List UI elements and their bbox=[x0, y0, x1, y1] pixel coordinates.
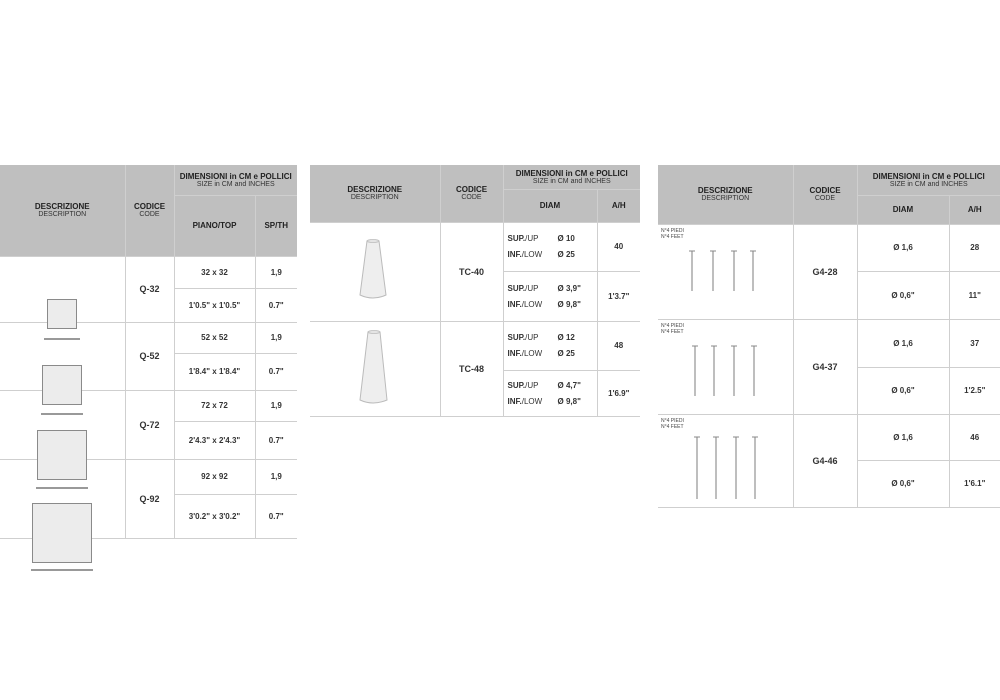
table-row bbox=[658, 224, 1000, 272]
header-code bbox=[125, 165, 174, 256]
header-piano-top: PIANO/TOP bbox=[174, 195, 255, 256]
up-label: /UP bbox=[525, 234, 539, 244]
diam-up-inches: Ø 4,7" bbox=[557, 380, 581, 390]
diam-inches: Ø 0,6" bbox=[857, 367, 949, 414]
thickness-inches: 0.7" bbox=[255, 494, 297, 538]
height-cm: 48 bbox=[597, 321, 640, 371]
header-description bbox=[310, 165, 440, 222]
diam-inches bbox=[503, 272, 597, 322]
sup-label: SUP. bbox=[507, 380, 526, 390]
size-cm: 92 x 92 bbox=[174, 459, 255, 494]
header-description-label: DESCRIPTION bbox=[350, 194, 399, 202]
product-code: G4-46 bbox=[793, 414, 857, 507]
header-codice-label: CODICE bbox=[133, 202, 166, 212]
thickness-inches: 0.7" bbox=[255, 421, 297, 459]
table-row bbox=[310, 321, 640, 371]
product-code: Q-52 bbox=[125, 322, 174, 390]
product-code: Q-72 bbox=[125, 390, 174, 459]
table-row bbox=[658, 414, 1000, 461]
low-label: /LOW bbox=[521, 396, 543, 406]
cone-base-icon bbox=[310, 223, 440, 319]
up-label: /UP bbox=[525, 380, 539, 390]
height-cm: 40 bbox=[597, 222, 640, 272]
diam-up-cm: Ø 12 bbox=[557, 333, 575, 343]
thickness-cm: 1,9 bbox=[255, 256, 297, 288]
header-diam: DIAM bbox=[503, 189, 597, 222]
diam-inches: Ø 0,6" bbox=[857, 461, 949, 508]
diam-cm: Ø 1,6 bbox=[857, 319, 949, 367]
up-label: /UP bbox=[525, 333, 539, 343]
header-size-label: SIZE in CM and INCHES bbox=[889, 180, 968, 188]
header-code bbox=[440, 165, 503, 222]
size-cm: 32 x 32 bbox=[174, 256, 255, 288]
size-inches: 1'8.4" x 1'8.4" bbox=[174, 353, 255, 390]
feet-table bbox=[658, 165, 1000, 508]
header-size-label: SIZE in CM and INCHES bbox=[196, 180, 275, 188]
height-cm: 46 bbox=[949, 414, 1000, 461]
top-image-q52 bbox=[0, 322, 125, 390]
low-label: /LOW bbox=[521, 299, 543, 309]
header-dimensioni-label: DIMENSIONI in CM e POLLICI bbox=[515, 168, 628, 178]
product-code: TC-48 bbox=[440, 321, 503, 416]
low-label: /LOW bbox=[521, 250, 543, 260]
height-inches: 1'2.5" bbox=[949, 367, 1000, 414]
header-dimensions bbox=[503, 165, 640, 189]
header-code-label: CODE bbox=[461, 194, 482, 202]
header-codice-label: CODICE bbox=[455, 185, 488, 195]
diam-cm: Ø 1,6 bbox=[857, 414, 949, 461]
up-label: /UP bbox=[525, 283, 539, 293]
diam-up-cm: Ø 10 bbox=[557, 234, 575, 244]
diam-up-inches: Ø 3,9" bbox=[557, 283, 581, 293]
product-code: G4-28 bbox=[793, 224, 857, 319]
table-row bbox=[0, 256, 297, 288]
header-codice-label: CODICE bbox=[809, 186, 841, 196]
cone-image-tc40 bbox=[310, 222, 440, 321]
thickness-inches: 0.7" bbox=[255, 288, 297, 322]
tops-table bbox=[0, 165, 297, 539]
sup-label: SUP. bbox=[507, 234, 526, 244]
product-code: Q-32 bbox=[125, 256, 174, 322]
height-inches: 1'6.1" bbox=[949, 461, 1000, 508]
inf-label: INF. bbox=[507, 299, 522, 309]
size-inches: 3'0.2" x 3'0.2" bbox=[174, 494, 255, 538]
thickness-cm: 1,9 bbox=[255, 459, 297, 494]
diam-inches bbox=[503, 371, 597, 416]
diam-low-cm: Ø 25 bbox=[557, 349, 575, 359]
header-ah: A/H bbox=[949, 195, 1000, 224]
size-inches: 1'0.5" x 1'0.5" bbox=[174, 288, 255, 322]
table-row bbox=[658, 319, 1000, 367]
top-image-q32 bbox=[0, 256, 125, 322]
diam-cm: Ø 1,6 bbox=[857, 224, 949, 272]
header-description-label: DESCRIPTION bbox=[701, 195, 750, 203]
size-cm: 72 x 72 bbox=[174, 390, 255, 421]
diam-cm bbox=[503, 321, 597, 371]
diam-low-cm: Ø 25 bbox=[557, 250, 575, 260]
height-inches: 11" bbox=[949, 272, 1000, 320]
feet-label-it: N°4 PIEDI bbox=[661, 322, 684, 329]
table-row bbox=[310, 222, 640, 272]
feet-label-it: N°4 PIEDI bbox=[661, 227, 684, 234]
inf-label: INF. bbox=[507, 250, 522, 260]
header-descrizione-label: DESCRIZIONE bbox=[347, 185, 403, 195]
height-cm: 37 bbox=[949, 319, 1000, 367]
size-inches: 2'4.3" x 2'4.3" bbox=[174, 421, 255, 459]
diam-low-inches: Ø 9,8" bbox=[557, 396, 581, 406]
header-size-label: SIZE in CM and INCHES bbox=[532, 177, 611, 185]
header-diam: DIAM bbox=[857, 195, 949, 224]
feet-label-en: N°4 FEET bbox=[661, 233, 684, 240]
product-code: TC-40 bbox=[440, 222, 503, 321]
header-ah: A/H bbox=[597, 189, 640, 222]
height-cm: 28 bbox=[949, 224, 1000, 272]
product-code: G4-37 bbox=[793, 319, 857, 414]
size-cm: 52 x 52 bbox=[174, 322, 255, 353]
inf-label: INF. bbox=[507, 396, 522, 406]
inf-label: INF. bbox=[507, 349, 522, 359]
header-dimensioni-label: DIMENSIONI in CM e POLLICI bbox=[179, 171, 292, 181]
header-code-label: CODE bbox=[814, 195, 836, 203]
header-dimensions bbox=[857, 165, 1000, 195]
header-descrizione-label: DESCRIZIONE bbox=[697, 186, 753, 196]
thickness-cm: 1,9 bbox=[255, 322, 297, 353]
low-label: /LOW bbox=[521, 349, 543, 359]
feet-image-g446 bbox=[658, 414, 793, 507]
cone-table bbox=[310, 165, 640, 417]
header-sp-th: SP/TH bbox=[255, 195, 297, 256]
thickness-inches: 0.7" bbox=[255, 353, 297, 390]
feet-label-it: N°4 PIEDI bbox=[661, 417, 684, 424]
header-dimensioni-label: DIMENSIONI in CM e POLLICI bbox=[872, 171, 985, 181]
feet-label-en: N°4 FEET bbox=[661, 423, 684, 430]
height-inches: 1'3.7" bbox=[597, 272, 640, 322]
diam-inches: Ø 0,6" bbox=[857, 272, 949, 320]
height-inches: 1'6.9" bbox=[597, 371, 640, 416]
sup-label: SUP. bbox=[507, 333, 526, 343]
thickness-cm: 1,9 bbox=[255, 390, 297, 421]
header-description-label: DESCRIPTION bbox=[38, 211, 87, 219]
cone-base-icon bbox=[310, 322, 440, 414]
header-code bbox=[793, 165, 857, 224]
diam-cm bbox=[503, 222, 597, 272]
cone-image-tc48 bbox=[310, 321, 440, 416]
header-description bbox=[0, 165, 125, 256]
header-description bbox=[658, 165, 793, 224]
header-descrizione-label: DESCRIZIONE bbox=[34, 202, 90, 212]
product-code: Q-92 bbox=[125, 459, 174, 538]
feet-label-en: N°4 FEET bbox=[661, 328, 684, 335]
feet-image-g428 bbox=[658, 224, 793, 319]
diam-low-inches: Ø 9,8" bbox=[557, 299, 581, 309]
sup-label: SUP. bbox=[507, 283, 526, 293]
header-code-label: CODE bbox=[139, 211, 160, 219]
feet-image-g437 bbox=[658, 319, 793, 414]
header-dimensions bbox=[174, 165, 297, 195]
